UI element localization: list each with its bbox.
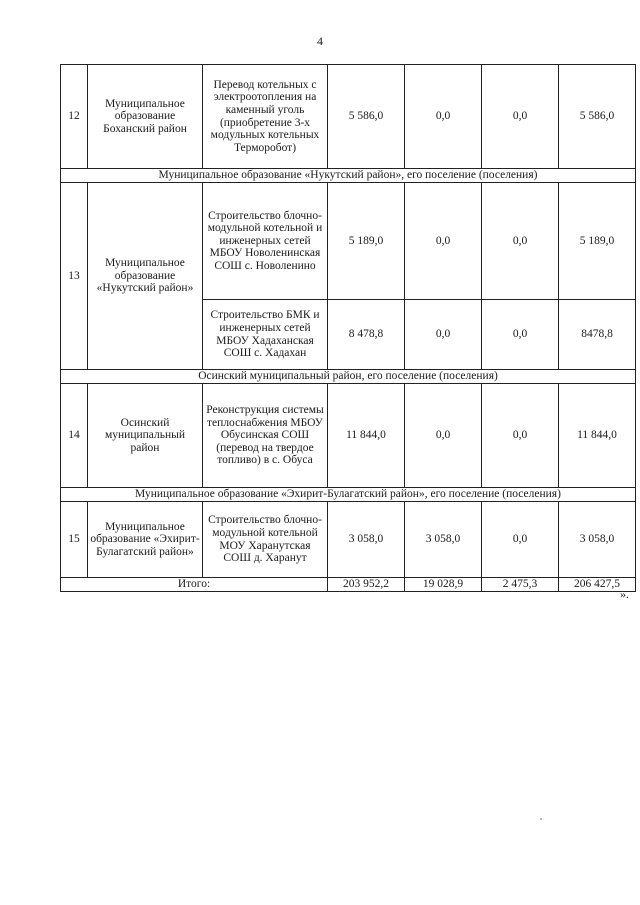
amount-cell: 11 844,0 — [328, 384, 405, 488]
section-header: Муниципальное образование «Нукутский район», его поселение (поселения) — [61, 169, 636, 183]
row-number: 13 — [61, 183, 88, 370]
amount-cell: 3 058,0 — [328, 502, 405, 578]
amount-cell: 0,0 — [405, 384, 482, 488]
municipality-cell: Муниципальное образование Боханский район — [88, 65, 203, 169]
amount-cell: 0,0 — [482, 65, 559, 169]
table-row — [61, 65, 636, 169]
table-row — [61, 502, 636, 578]
row-number: 14 — [61, 384, 88, 488]
section-header-row — [61, 169, 636, 183]
event-cell: Перевод котельных с электроотопления на каменный уголь (приобретение 3-х модульных котельных Терморобот) — [203, 65, 328, 169]
amount-cell: 0,0 — [405, 300, 482, 370]
amount-cell: 0,0 — [482, 300, 559, 370]
amount-cell: 0,0 — [482, 384, 559, 488]
total-amount-cell: 203 952,2 — [328, 578, 405, 592]
section-header-row — [61, 488, 636, 502]
amount-cell: 5 189,0 — [559, 183, 636, 300]
amount-cell: 8 478,8 — [328, 300, 405, 370]
funding-table — [60, 64, 636, 592]
municipality-cell: Муниципальное образование «Нукутский район» — [88, 183, 203, 370]
section-header-row — [61, 370, 636, 384]
amount-cell: 0,0 — [405, 183, 482, 300]
amount-cell: 3 058,0 — [559, 502, 636, 578]
event-cell: Строительство БМК и инженерных сетей МБОУ Хадаханская СОШ с. Хадахан — [203, 300, 328, 370]
amount-cell: 5 586,0 — [559, 65, 636, 169]
amount-cell: 0,0 — [482, 502, 559, 578]
closing-quote: ». — [620, 587, 629, 601]
municipality-cell: Осинский муниципальный район — [88, 384, 203, 488]
municipality-cell: Муниципальное образование «Эхирит-Булагатский район» — [88, 502, 203, 578]
total-label: Итого: — [61, 578, 328, 592]
row-number: 15 — [61, 502, 88, 578]
amount-cell: 5 586,0 — [328, 65, 405, 169]
total-amount-cell: 206 427,5 — [559, 578, 636, 592]
amount-cell: 5 189,0 — [328, 183, 405, 300]
page-number: 4 — [317, 34, 323, 48]
total-amount-cell: 19 028,9 — [405, 578, 482, 592]
table-row — [61, 183, 636, 300]
event-cell: Строительство блочно-модульной котельной МОУ Харанутская СОШ д. Харанут — [203, 502, 328, 578]
event-cell: Реконструкция системы теплоснабжения МБОУ Обусинская СОШ (перевод на твердое топливо) в с. Обуса — [203, 384, 328, 488]
amount-cell: 0,0 — [482, 183, 559, 300]
event-cell: Строительство блочно-модульной котельной и инженерных сетей МБОУ Новоленинская СОШ с. Новоленино — [203, 183, 328, 300]
scan-speck — [540, 818, 542, 820]
amount-cell: 3 058,0 — [405, 502, 482, 578]
row-number: 12 — [61, 65, 88, 169]
table-row — [61, 384, 636, 488]
section-header: Осинский муниципальный район, его поселение (поселения) — [61, 370, 636, 384]
amount-cell: 8478,8 — [559, 300, 636, 370]
amount-cell: 11 844,0 — [559, 384, 636, 488]
section-header: Муниципальное образование «Эхирит-Булагатский район», его поселение (поселения) — [61, 488, 636, 502]
amount-cell: 0,0 — [405, 65, 482, 169]
total-amount-cell: 2 475,3 — [482, 578, 559, 592]
total-row — [61, 578, 636, 592]
